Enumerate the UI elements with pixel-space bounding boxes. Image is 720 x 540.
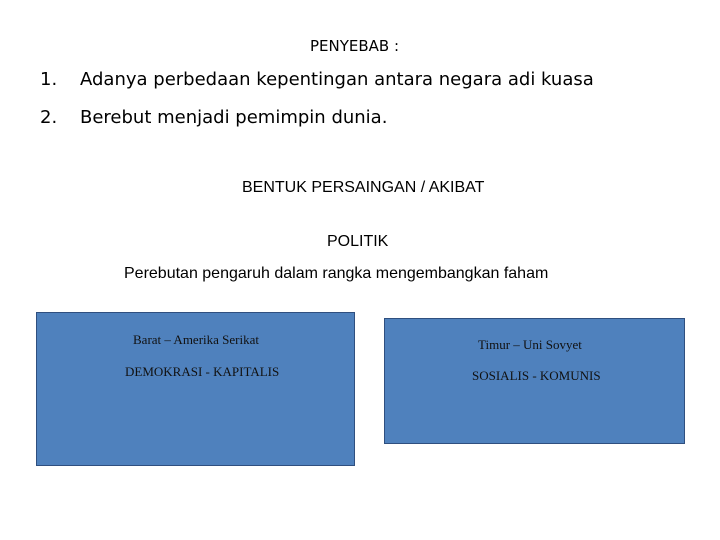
west-block-line2: DEMOKRASI - KAPITALIS	[125, 364, 280, 379]
east-block-line1: Timur – Uni Sovyet	[478, 337, 582, 352]
description: Perebutan pengaruh dalam rangka mengembangkan faham	[124, 265, 549, 282]
east-block	[384, 318, 685, 444]
cause-item	[0, 107, 720, 131]
cause-text: Berebut menjadi pemimpin dunia.	[80, 107, 388, 128]
east-block-line2: SOSIALIS - KOMUNIS	[472, 368, 601, 383]
cause-number: 2.	[40, 107, 58, 128]
subheading: POLITIK	[327, 233, 389, 250]
west-block	[36, 312, 355, 466]
cause-item	[0, 69, 720, 93]
cause-number: 1.	[40, 69, 58, 90]
west-block-line1: Barat – Amerika Serikat	[133, 332, 259, 347]
cause-text: Adanya perbedaan kepentingan antara negara adi kuasa	[80, 69, 594, 90]
title: PENYEBAB :	[310, 37, 400, 55]
section-heading: BENTUK PERSAINGAN / AKIBAT	[242, 179, 485, 196]
